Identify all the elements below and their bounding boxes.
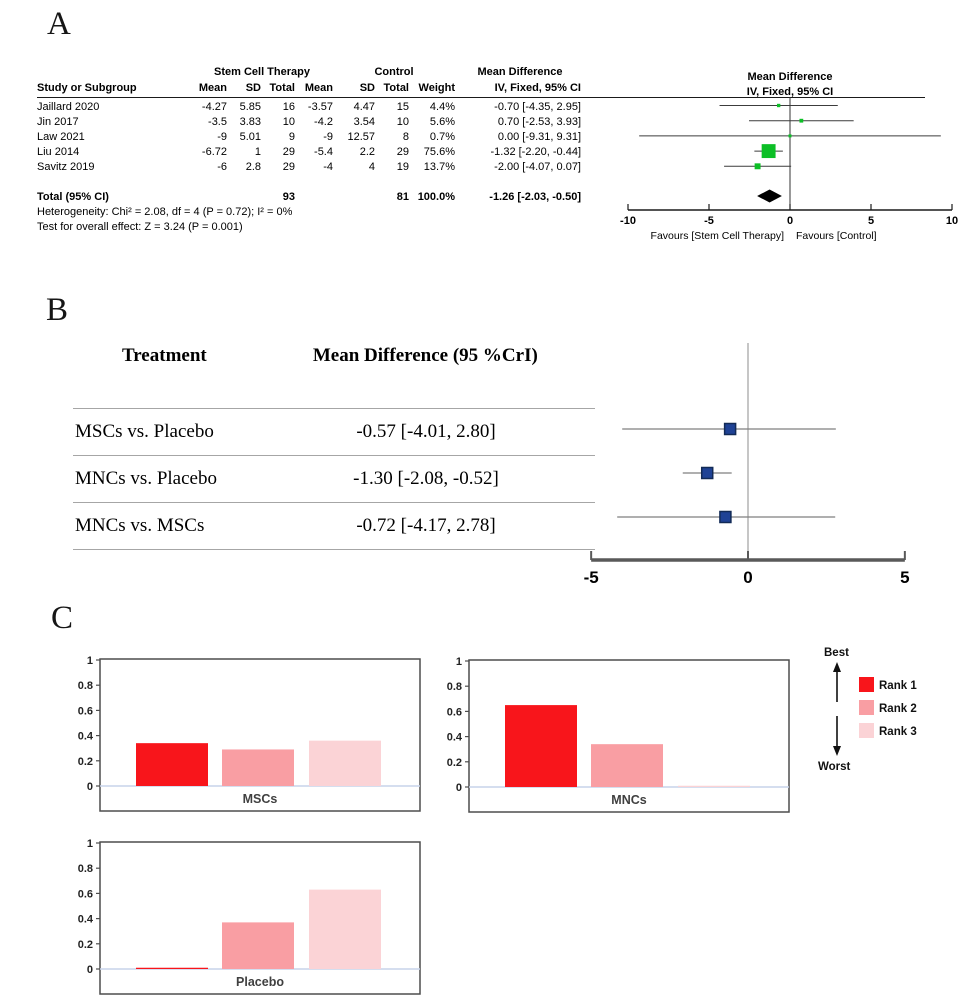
svg-text:0: 0 [743, 568, 753, 587]
ctrl-sd: 2.2 [359, 146, 375, 158]
study-name: Liu 2014 [37, 146, 80, 158]
total-sct-sd [229, 190, 263, 205]
study-row [37, 115, 583, 130]
svg-text:0: 0 [86, 964, 93, 976]
rank-chart-placebo [72, 838, 424, 1004]
col-ci: IV, Fixed, 95% CI [494, 82, 581, 94]
sct-mean: -6.72 [201, 146, 227, 158]
weight: 13.7% [423, 161, 455, 173]
svg-text:1: 1 [455, 656, 462, 668]
total-sct-mean [187, 190, 229, 205]
ctrl-total: 15 [396, 101, 409, 113]
col-study: Study or Subgroup [37, 82, 137, 94]
rank-legend [810, 640, 960, 780]
svg-text:MNCs: MNCs [611, 793, 647, 807]
total-ctrl-mean [297, 190, 335, 205]
svg-text:0.6: 0.6 [77, 705, 93, 718]
col-weight: Weight [418, 82, 455, 94]
ctrl-total: 29 [396, 146, 409, 158]
study-name: Law 2021 [37, 131, 85, 143]
group-header-stem-cell: Stem Cell Therapy [214, 66, 310, 78]
md-ci: 0.00 [-9.31, 9.31] [497, 131, 581, 143]
svg-text:0.4: 0.4 [77, 730, 93, 743]
ctrl-mean: -4.2 [314, 116, 333, 128]
md-ci: -0.70 [-4.35, 2.95] [494, 101, 581, 113]
total-sct-total: 93 [282, 191, 295, 203]
network-meta-table [73, 345, 595, 550]
forest-plot-a-canvas [580, 64, 962, 252]
svg-text:0.8: 0.8 [77, 680, 93, 693]
comparison-rows [73, 408, 595, 549]
svg-text:0: 0 [455, 782, 462, 794]
svg-text:5: 5 [867, 215, 875, 227]
svg-text:0.2: 0.2 [77, 755, 93, 768]
comparison-name: MSCs vs. Placebo [75, 421, 214, 442]
md-ci: -1.32 [-2.20, -0.44] [490, 146, 581, 158]
ctrl-sd: 3.54 [353, 116, 375, 128]
study-row [37, 145, 583, 160]
sct-total: 29 [282, 146, 295, 158]
ctrl-mean: -4 [323, 161, 333, 173]
svg-text:0.4: 0.4 [77, 913, 93, 926]
study-name: Savitz 2019 [37, 161, 95, 173]
treatment-header: Treatment [121, 345, 207, 366]
weight: 5.6% [429, 116, 455, 128]
sct-total: 29 [282, 161, 295, 173]
table-header [73, 345, 595, 408]
sct-sd: 2.8 [245, 161, 261, 173]
comparison-estimate: -0.72 [-4.17, 2.78] [356, 515, 496, 536]
study-name: Jin 2017 [37, 116, 79, 128]
svg-text:0.6: 0.6 [446, 706, 462, 719]
comparison-row [73, 455, 595, 502]
ctrl-sd: 12.57 [347, 131, 375, 143]
rank-chart-mscs [72, 655, 424, 821]
sct-mean: -9 [217, 131, 227, 143]
md-ci: -2.00 [-4.07, 0.07] [494, 161, 581, 173]
svg-text:Worst: Worst [818, 761, 851, 773]
svg-text:0.2: 0.2 [77, 938, 93, 951]
svg-text:-5: -5 [583, 568, 599, 587]
total-ctrl-total: 81 [396, 191, 409, 203]
svg-text:1: 1 [86, 838, 93, 850]
col-mean2: Mean [304, 82, 333, 94]
svg-text:10: 10 [945, 215, 959, 227]
bottom-rule [73, 549, 595, 550]
comparison-row [73, 408, 595, 455]
panel-a-label: A [47, 6, 71, 42]
sct-mean: -3.5 [208, 116, 227, 128]
study-name: Jaillard 2020 [37, 101, 100, 113]
total-study-name: Total (95% CI) [37, 191, 109, 203]
comparison-estimate: -0.57 [-4.01, 2.80] [356, 421, 496, 442]
total-row [37, 190, 583, 205]
comparison-name: MNCs vs. MSCs [75, 515, 205, 536]
study-row [37, 130, 583, 145]
group-header-control: Control [374, 66, 414, 78]
ctrl-sd: 4 [368, 161, 375, 173]
col-total2: Total [383, 82, 409, 94]
svg-text:0: 0 [786, 215, 794, 227]
svg-text:-10: -10 [620, 215, 636, 227]
ctrl-total: 8 [402, 131, 409, 143]
col-total1: Total [269, 82, 295, 94]
ctrl-mean: -5.4 [314, 146, 333, 158]
column-headers [37, 81, 583, 95]
total-ctrl-sd [335, 190, 377, 205]
svg-text:5: 5 [900, 568, 910, 587]
sct-total: 9 [288, 131, 295, 143]
svg-text:Best: Best [824, 647, 849, 659]
svg-text:0.8: 0.8 [446, 681, 462, 694]
sct-sd: 5.01 [239, 131, 261, 143]
total-weight: 100.0% [417, 191, 455, 203]
md-ci: 0.70 [-2.53, 3.93] [497, 116, 581, 128]
sct-total: 10 [282, 116, 295, 128]
total-md-ci: -1.26 [-2.03, -0.50] [489, 191, 581, 203]
sct-sd: 5.85 [239, 101, 261, 113]
sct-mean: -4.27 [201, 101, 227, 113]
sct-sd: 3.83 [239, 116, 261, 128]
ctrl-mean: -3.57 [307, 101, 333, 113]
svg-text:Placebo: Placebo [236, 975, 284, 989]
col-sd1: SD [245, 82, 261, 94]
sct-sd: 1 [254, 146, 261, 158]
weight: 4.4% [429, 101, 455, 113]
svg-text:0.8: 0.8 [77, 863, 93, 876]
svg-text:Rank 1: Rank 1 [879, 680, 917, 692]
study-row [37, 100, 583, 115]
sct-mean: -6 [217, 161, 227, 173]
svg-text:-5: -5 [704, 215, 714, 227]
comparison-row [73, 502, 595, 549]
weight: 0.7% [429, 131, 455, 143]
svg-text:0.4: 0.4 [446, 731, 462, 744]
forest-plot-b-canvas [575, 335, 940, 593]
ctrl-total: 19 [396, 161, 409, 173]
svg-text:Favours [Control]: Favours [Control] [796, 230, 877, 242]
svg-text:Mean Difference: Mean Difference [747, 71, 833, 83]
comparison-name: MNCs vs. Placebo [75, 468, 217, 489]
mean-difference-header: Mean Difference (95 %CrI) [312, 345, 538, 366]
ctrl-mean: -9 [323, 131, 333, 143]
svg-text:1: 1 [86, 655, 93, 667]
ctrl-total: 10 [396, 116, 409, 128]
group-headers [37, 66, 583, 79]
group-header-mean-difference: Mean Difference [477, 66, 563, 78]
svg-text:0: 0 [86, 781, 93, 793]
comparison-estimate: -1.30 [-2.08, -0.52] [353, 468, 499, 489]
overall-effect-text: Test for overall effect: Z = 3.24 (P = 0.001) [37, 221, 243, 233]
panel-c-label: C [51, 600, 74, 636]
panel-b-label: B [46, 292, 69, 328]
ctrl-sd: 4.47 [353, 101, 375, 113]
rank-chart-mncs [441, 656, 793, 822]
svg-text:Rank 3: Rank 3 [879, 726, 917, 738]
svg-text:0.2: 0.2 [446, 756, 462, 769]
study-row [37, 160, 583, 175]
svg-text:IV, Fixed, 95% CI: IV, Fixed, 95% CI [746, 86, 834, 98]
heterogeneity-text: Heterogeneity: Chi² = 2.08, df = 4 (P = 0.72); I² = 0% [37, 206, 293, 218]
svg-text:0.6: 0.6 [77, 888, 93, 901]
svg-text:Favours [Stem Cell Therapy]: Favours [Stem Cell Therapy] [650, 230, 784, 242]
study-rows [37, 100, 583, 175]
svg-text:Rank 2: Rank 2 [879, 703, 917, 715]
weight: 75.6% [423, 146, 455, 158]
sct-total: 16 [282, 101, 295, 113]
col-mean1: Mean [198, 82, 227, 94]
col-sd2: SD [359, 82, 375, 94]
svg-text:MSCs: MSCs [242, 792, 278, 806]
